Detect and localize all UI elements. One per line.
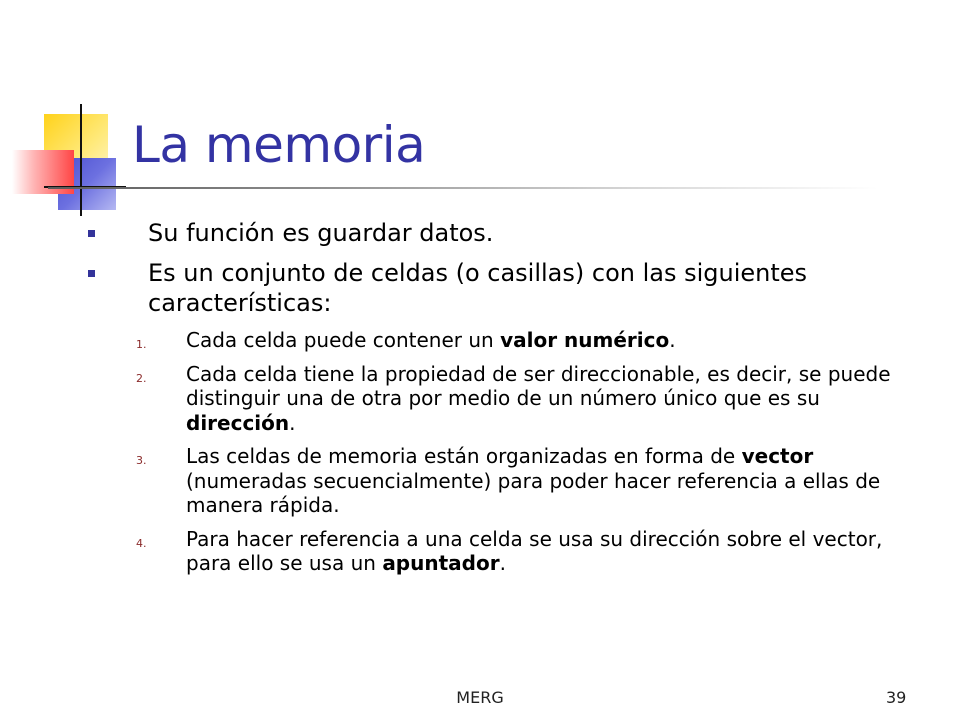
bullet-text: Su función es guardar datos. [148,219,494,247]
numbered-item [88,444,928,518]
numbered-item [88,362,928,436]
title-underline [48,187,878,189]
item-number: 4. [136,536,147,550]
item-number: 2. [136,371,147,385]
item-text-end: . [499,551,506,575]
item-text: Cada celda puede contener un [186,328,501,352]
page-number: 39 [886,688,907,707]
item-bold-term: dirección [186,410,290,435]
slide-title: La memoria [132,116,426,174]
item-text-end: . [289,410,296,435]
logo-vertical-line [80,104,82,216]
numbered-list [88,328,928,576]
item-bold-term: valor numérico [500,328,670,352]
item-bold-term: vector [741,444,814,468]
slide-content [88,218,928,585]
bullet-square-icon [88,230,95,237]
bullet-square-icon [88,270,95,277]
item-text: Para hacer referencia a una celda se usa su dirección sobre el vector, para ello se usa un [186,526,883,575]
item-bold-term: apuntador [382,551,500,575]
item-number: 3. [136,454,147,467]
bullet-item [88,258,928,318]
bullet-text: Es un conjunto de celdas (o casillas) con las siguientes características: [148,259,808,317]
bullet-item [88,218,928,248]
item-text-end: (numeradas secuencialmente) para poder hacer referencia a ellas de manera rápida. [186,468,881,517]
decorative-logo [0,0,140,230]
item-number: 1. [136,338,147,351]
item-text: Las celdas de memoria están organizadas en forma de [186,444,742,468]
numbered-item [88,328,928,353]
item-text: Cada celda tiene la propiedad de ser direccionable, es decir, se puede distinguir una de otra por medio de un número único que es su [186,361,891,410]
item-text-end: . [669,328,676,352]
footer-author: MERG [456,688,504,707]
numbered-item [88,527,928,576]
